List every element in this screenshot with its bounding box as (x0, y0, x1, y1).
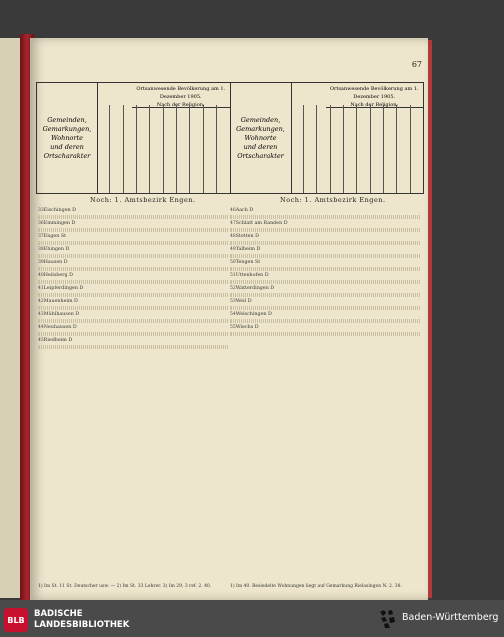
table-row (38, 271, 228, 281)
place-label-line: Ortscharakter (237, 151, 284, 160)
row-number: 53 (230, 299, 236, 304)
row-place-name: Leipferdingen D (43, 286, 84, 291)
row-number: 47 (230, 221, 236, 226)
section-title-left: Noch: 1. Amtsbezirk Engen. (90, 196, 196, 204)
row-number: 49 (230, 247, 236, 252)
row-number: 52 (230, 286, 236, 291)
column-dividers (97, 105, 230, 193)
column-dividers (291, 105, 424, 193)
blb-logo[interactable]: BLB (4, 608, 28, 632)
place-column-header (37, 83, 98, 193)
row-place-name: Emmingen D (43, 221, 76, 226)
row-place-name: Weil D (235, 299, 252, 304)
table-row (230, 297, 420, 307)
row-place-name: Mauenheim D (43, 299, 78, 304)
table-header-left (37, 83, 231, 193)
table-row (230, 271, 420, 281)
population-label: Ortsanwesende Bevölkerung am 1. Dezember 1905. (329, 86, 419, 100)
row-number: 40 (38, 273, 44, 278)
footnote-left: 1) Im St. 11 St. Deutscher usw. — 2) Im St. 33 Lehrer. 3) Im 29, 3 ref. 2. 40. (38, 584, 212, 589)
table-row (38, 219, 228, 229)
table-header (36, 82, 424, 194)
religion-label: Nach der Religion: (350, 102, 399, 108)
row-place-name: Neuhausen D (43, 325, 77, 330)
state-name: Baden-Württemberg (402, 612, 499, 623)
table-row (38, 284, 228, 294)
place-label-line: Gemarkungen, (236, 124, 285, 133)
viewer-footer (0, 600, 504, 637)
table-row (38, 232, 228, 242)
place-label-line: und deren (243, 142, 278, 151)
religion-label: Nach der Religion: (156, 102, 205, 108)
row-place-name: Aach D (235, 208, 254, 213)
row-place-name: Talheim D (235, 247, 261, 252)
row-number: 38 (38, 247, 44, 252)
row-place-name: Stetten D (235, 234, 259, 239)
row-number: 39 (38, 260, 44, 265)
row-place-name: Ehingen D (43, 247, 70, 252)
row-place-name: Watterdingen D (235, 286, 275, 291)
place-label-line: und deren (50, 142, 84, 151)
row-place-name: Heilsberg D (43, 273, 73, 278)
footnote-right: 1) Im 40. Besiedelte Wohnungen liegt auf Gemarkung Rielasingen N. 2. 38. (230, 584, 402, 589)
row-place-name: Welschingen D (235, 312, 272, 317)
place-label-line: Gemarkungen, (42, 124, 92, 133)
row-number: 46 (230, 208, 236, 213)
table-row (230, 258, 420, 268)
row-number: 36 (38, 221, 44, 226)
place-label-line: Gemeinden, (47, 115, 87, 124)
place-label-line: Ortscharakter (43, 151, 91, 160)
table-row (38, 310, 228, 320)
row-number: 50 (230, 260, 236, 265)
row-number: 48 (230, 234, 236, 239)
row-number: 54 (230, 312, 236, 317)
library-name (34, 609, 129, 631)
page-number: 67 (411, 60, 422, 69)
row-place-name: Engen St (43, 234, 67, 239)
table-subrow (38, 348, 228, 349)
page-edge (428, 40, 432, 598)
state-emblem-icon (378, 608, 398, 630)
row-number: 55 (230, 325, 236, 330)
place-label-line: Wohnorte (50, 133, 83, 142)
table-row (38, 336, 228, 346)
row-place-name: Uttenhofen D (235, 273, 269, 278)
library-name-line1: BADISCHE (34, 609, 83, 619)
table-row (38, 206, 228, 216)
table-subrow (230, 335, 420, 336)
row-place-name: Mühlhausen D (43, 312, 80, 317)
table-row (230, 323, 420, 333)
library-name-line2: LANDESBIBLIOTHEK (34, 620, 130, 630)
row-number: 51 (230, 273, 236, 278)
table-row (38, 297, 228, 307)
section-title-right: Noch: 1. Amtsbezirk Engen. (280, 196, 386, 204)
document-page (30, 38, 428, 600)
table-row (230, 245, 420, 255)
table-header-right (231, 83, 424, 193)
row-place-name: Schlatt am Randen D (235, 221, 288, 226)
row-number: 33 (38, 208, 44, 213)
table-row (230, 232, 420, 242)
row-number: 45 (38, 338, 44, 343)
row-number: 37 (38, 234, 44, 239)
table-row (230, 310, 420, 320)
place-label-line: Gemeinden, (240, 115, 281, 124)
population-label: Ortsanwesende Bevölkerung am 1. Dezember 1905. (136, 86, 226, 100)
table-row (230, 206, 420, 216)
row-number: 41 (38, 286, 44, 291)
row-number: 43 (38, 312, 44, 317)
place-column-header (231, 83, 292, 193)
table-row (230, 284, 420, 294)
row-place-name: Riedheim D (43, 338, 73, 343)
table-row (230, 219, 420, 229)
place-label-line: Wohnorte (244, 133, 277, 142)
row-place-name: Tengen St (235, 260, 261, 265)
right-rows (230, 206, 420, 336)
row-place-name: Wiechs D (235, 325, 259, 330)
table-row (38, 258, 228, 268)
row-number: 44 (38, 325, 44, 330)
table-row (38, 323, 228, 333)
row-place-name: Hausen D (43, 260, 68, 265)
table-row (38, 245, 228, 255)
row-place-name: Eischingen D (43, 208, 77, 213)
left-rows (38, 206, 228, 349)
row-number: 42 (38, 299, 44, 304)
